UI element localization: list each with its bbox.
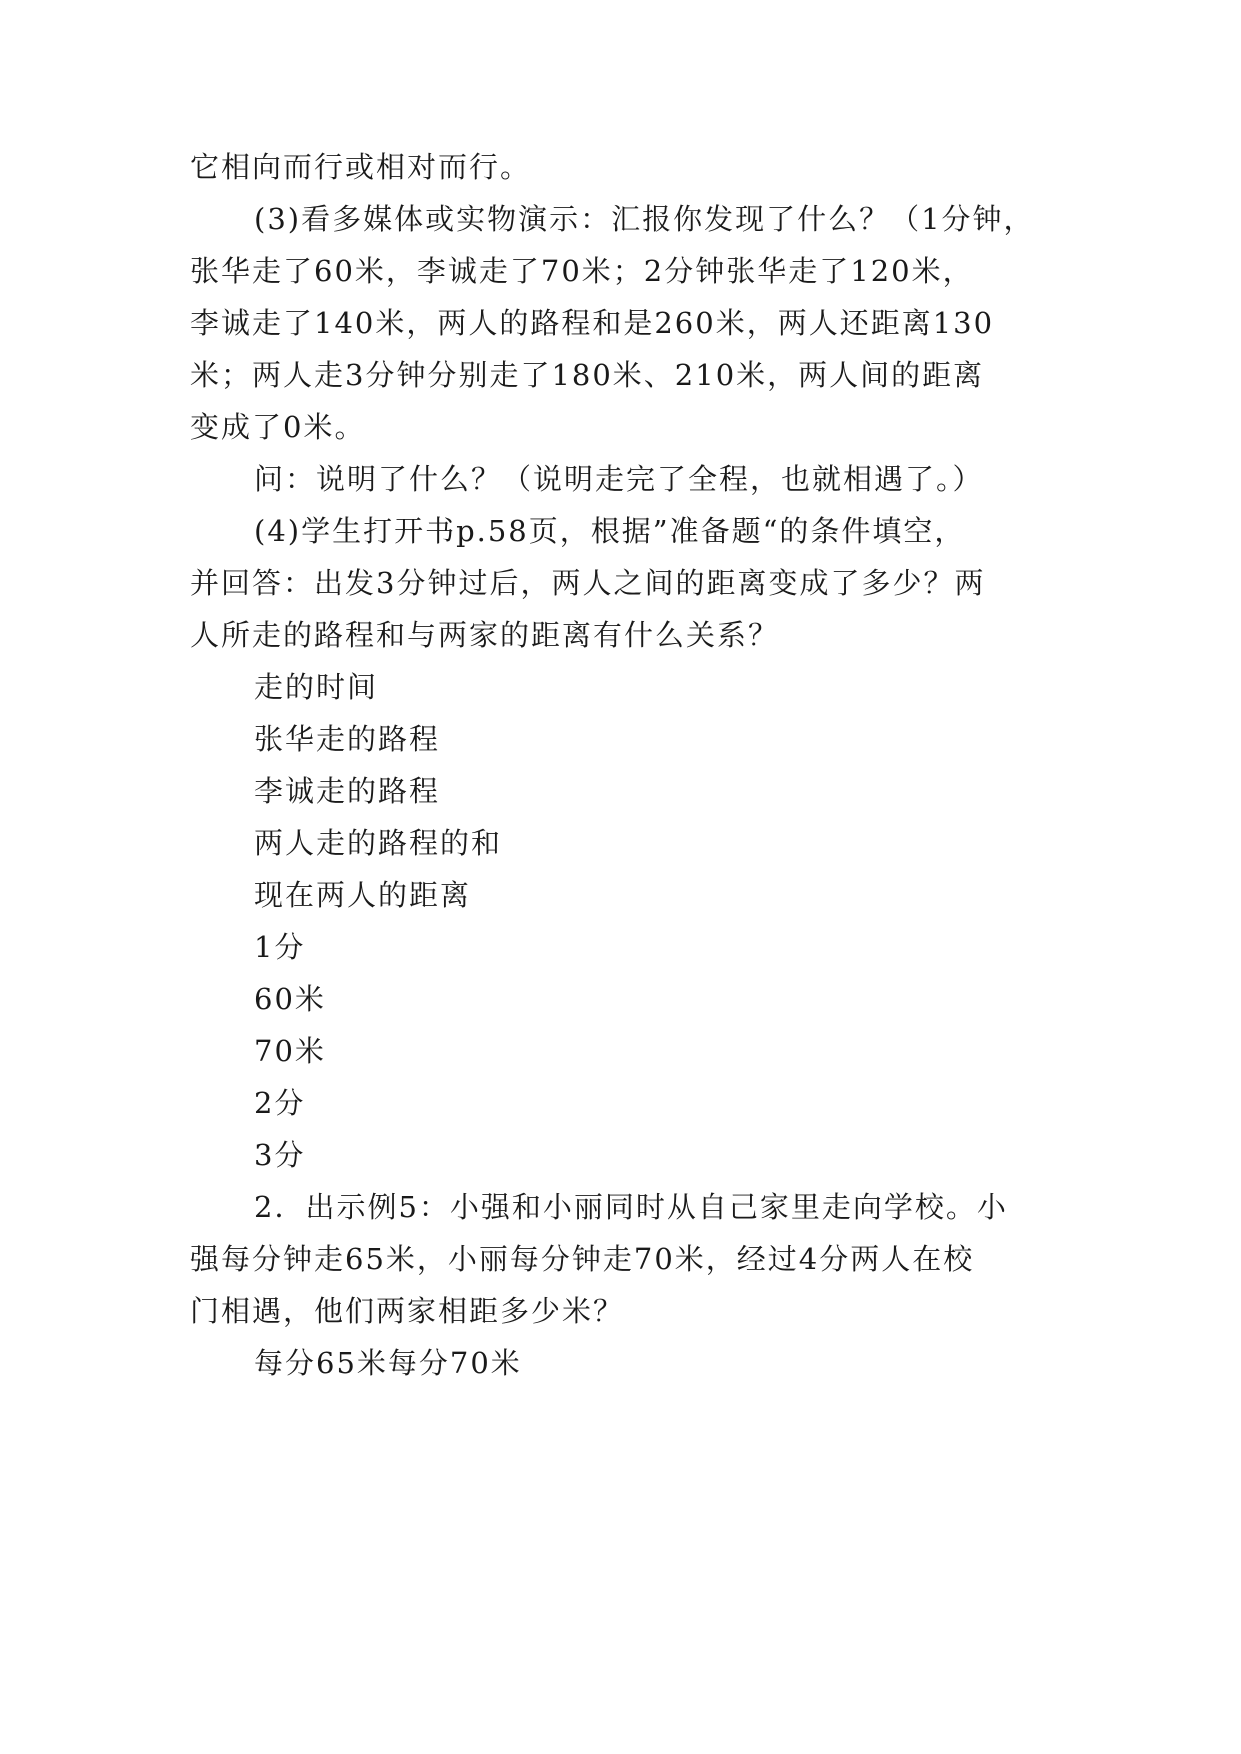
text-line: 每分65米每分70米 xyxy=(254,1346,522,1380)
text-line: 米；两人走3分钟分别走了180米、210米，两人间的距离 xyxy=(190,358,985,392)
table-header-line: 两人走的路程的和 xyxy=(254,826,503,860)
text-line: 变成了0米。 xyxy=(190,410,366,444)
text-line: 门相遇，他们两家相距多少米？ xyxy=(190,1294,625,1328)
text-line: (4)学生打开书p.58页，根据”准备题“的条件填空， xyxy=(254,514,966,548)
text-line: 问：说明了什么？（说明走完了全程，也就相遇了。） xyxy=(254,462,984,496)
text-line: 它相向而行或相对而行。 xyxy=(190,150,532,184)
table-cell-line: 2分 xyxy=(254,1086,306,1120)
table-header-line: 走的时间 xyxy=(254,670,379,704)
table-cell-line: 70米 xyxy=(254,1034,326,1068)
text-line: (3)看多媒体或实物演示：汇报你发现了什么？（1分钟， xyxy=(254,202,1035,236)
table-header-line: 李诚走的路程 xyxy=(254,774,441,808)
table-cell-line: 3分 xyxy=(254,1138,306,1172)
text-line: 并回答：出发3分钟过后，两人之间的距离变成了多少？两 xyxy=(190,566,986,600)
text-line: 张华走了60米，李诚走了70米；2分钟张华走了120米， xyxy=(190,254,974,288)
table-header-line: 张华走的路程 xyxy=(254,722,441,756)
text-line: 李诚走了140米，两人的路程和是260米，两人还距离130 xyxy=(190,306,995,340)
table-cell-line: 1分 xyxy=(254,930,306,964)
text-line: 2．出示例5：小强和小丽同时从自己家里走向学校。小 xyxy=(254,1190,1008,1224)
table-header-line: 现在两人的距离 xyxy=(254,878,472,912)
text-line: 人所走的路程和与两家的距离有什么关系？ xyxy=(190,618,780,652)
text-line: 强每分钟走65米，小丽每分钟走70米，经过4分两人在校 xyxy=(190,1242,975,1276)
table-cell-line: 60米 xyxy=(254,982,326,1016)
